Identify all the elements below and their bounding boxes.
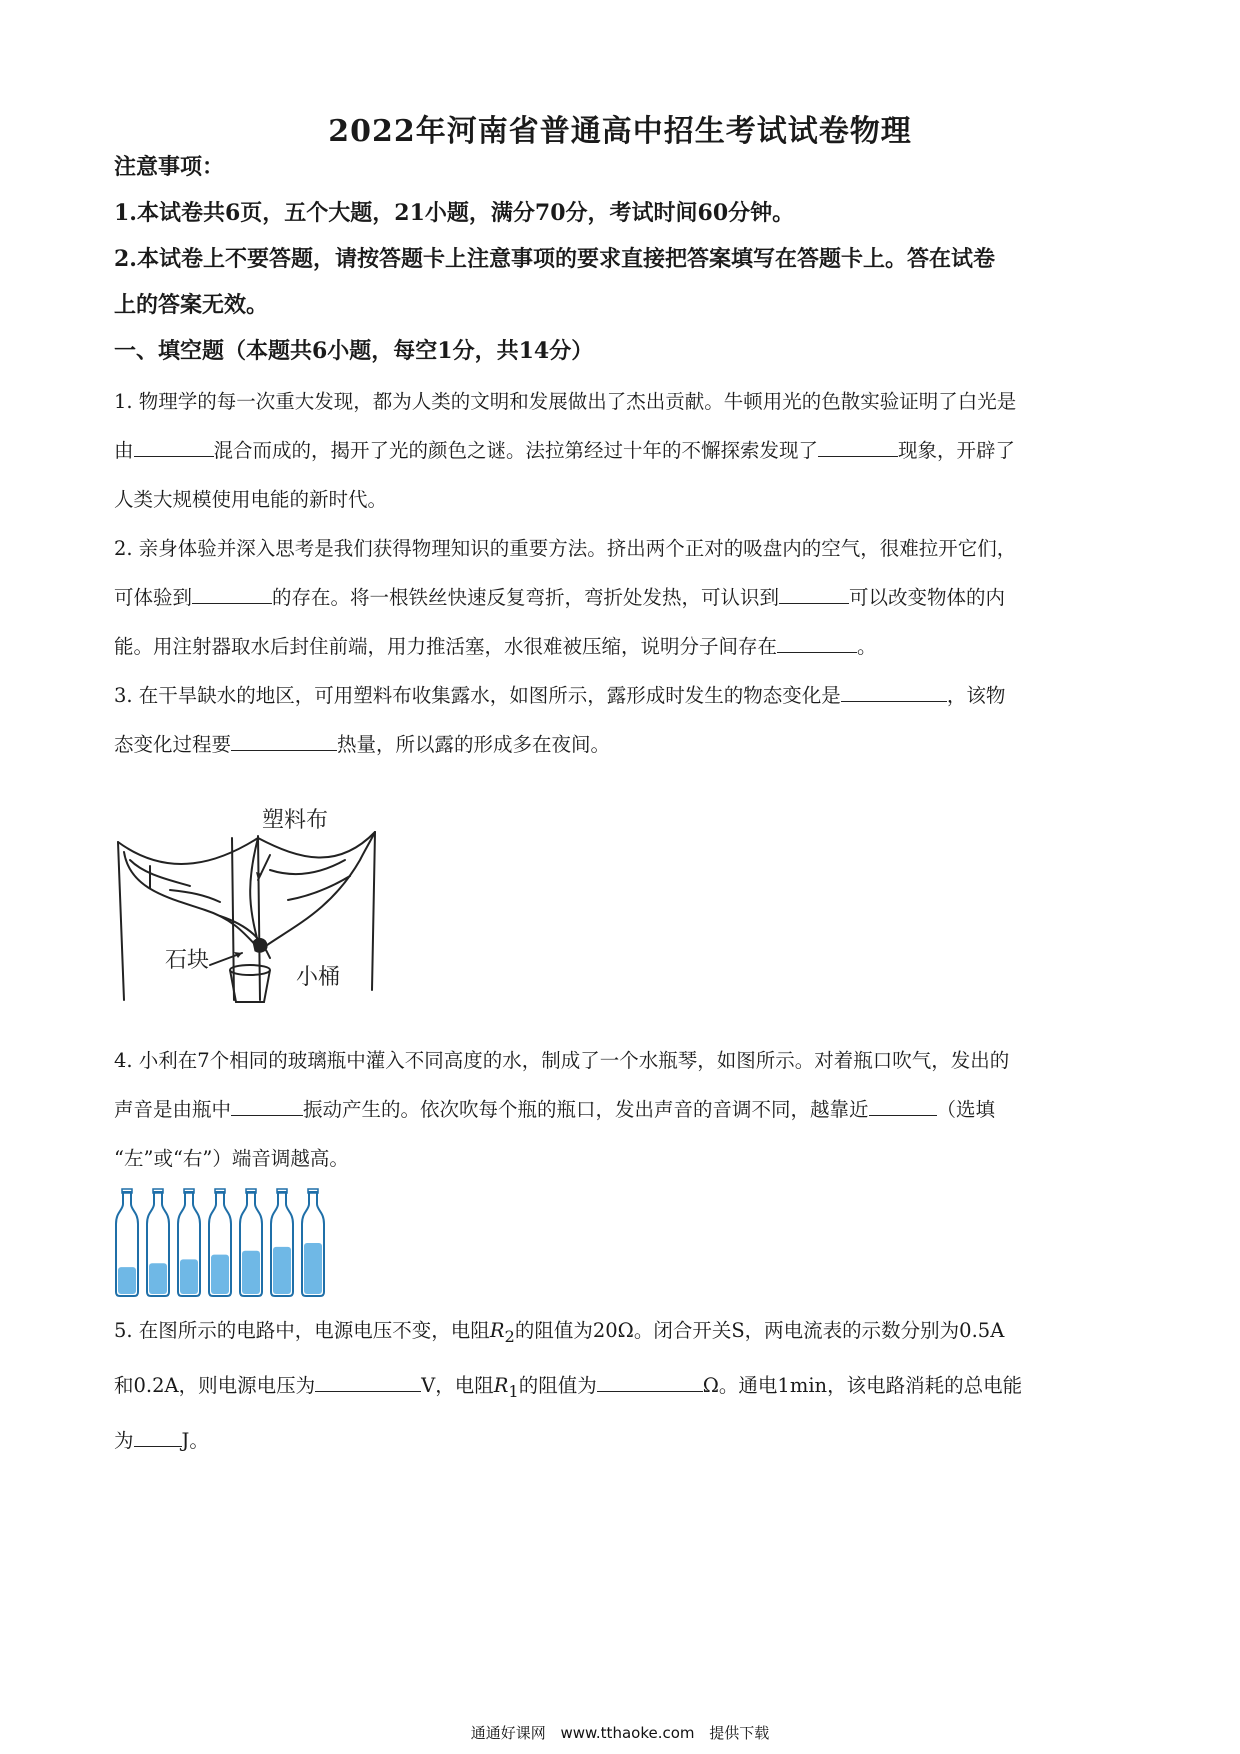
question-2-line-1: 2. 亲身体验并深入思考是我们获得物理知识的重要方法。挤出两个正对的吸盘内的空气，很难拉开它们，	[114, 537, 1017, 560]
question-5	[114, 1306, 1129, 1465]
question-5-line-1: 5. 在图所示的电路中，电源电压不变，电阻$R_2$的阻值为20Ω。闭合开关S，两电流表的示数分别为0.5A	[114, 1319, 1005, 1346]
notice-item-2-line-2: 上的答案无效。	[114, 292, 269, 318]
answer-blank	[231, 730, 337, 751]
question-3	[114, 671, 1129, 769]
notice-item-2-line-1: 2.本试卷上不要答题，请按答题卡上注意事项的要求直接把答案填写在答题卡上。答在试卷	[114, 246, 995, 272]
water-bottle	[116, 1189, 138, 1296]
question-4-line-1: 4. 小利在7个相同的玻璃瓶中灌入不同高度的水，制成了一个水瓶琴，如图所示。对着瓶口吹气，发出的	[114, 1049, 1010, 1072]
figure-label-plastic-cloth: 塑料布	[262, 808, 329, 833]
water-bottle-figure	[112, 1188, 352, 1300]
question-2	[114, 524, 1129, 671]
answer-blank	[869, 1095, 937, 1116]
answer-blank	[777, 632, 857, 653]
answer-blank	[597, 1371, 703, 1392]
water-bottle	[240, 1189, 262, 1296]
question-2-line-2: 可体验到 的存在。将一根铁丝快速反复弯折，弯折处发热，可认识到 可以改变物体的内	[114, 573, 1129, 622]
notice-heading: 注意事项：	[114, 154, 225, 180]
footer-suffix: 提供下载	[709, 1724, 770, 1742]
water-bottle	[147, 1189, 169, 1296]
answer-blank	[134, 436, 214, 457]
question-4-line-2: 声音是由瓶中 振动产生的。依次吹每个瓶的瓶口，发出声音的音调不同，越靠近 （选填	[114, 1085, 1129, 1134]
question-5-line-2: 和0.2A，则电源电压为 V，电阻$R_1$的阻值为 Ω。通电1min，该电路消耗的总电能	[114, 1361, 1129, 1416]
water-bottle	[209, 1189, 231, 1296]
figure-label-stone: 石块	[165, 948, 210, 973]
answer-blank	[841, 681, 947, 702]
question-1-line-2: 由 混合而成的，揭开了光的颜色之谜。法拉第经过十年的不懈探索发现了 现象，开辟了	[114, 426, 1129, 475]
water-fill	[304, 1243, 322, 1294]
page-title: 2022年河南省普通高中招生考试试卷物理	[328, 114, 912, 149]
section-heading-fill-blank: 一、填空题（本题共6小题，每空1分，共14分）	[114, 338, 594, 364]
water-bottle	[271, 1189, 293, 1296]
figure-label-bucket: 小桶	[296, 965, 341, 990]
question-1	[114, 377, 1129, 524]
question-5-line-3: 为 J。	[114, 1416, 1129, 1465]
answer-blank	[134, 1426, 182, 1447]
answer-blank	[818, 436, 898, 457]
water-bottle	[178, 1189, 200, 1296]
notice-item-1: 1.本试卷共6页，五个大题，21小题，满分70分，考试时间60分钟。	[114, 200, 795, 226]
question-1-line-3: 人类大规模使用电能的新时代。	[114, 488, 388, 511]
water-fill	[242, 1251, 260, 1294]
question-1-line-1: 1. 物理学的每一次重大发现，都为人类的文明和发展做出了杰出贡献。牛顿用光的色散实验证明了白光是	[114, 390, 1017, 413]
footer-site-name: 通通好课网	[470, 1724, 546, 1742]
water-fill	[180, 1259, 198, 1294]
question-4-line-3: “左”或“右”）端音调越高。	[114, 1147, 349, 1170]
answer-blank	[192, 583, 272, 604]
answer-blank	[779, 583, 849, 604]
water-fill	[118, 1267, 136, 1294]
question-3-line-2: 态变化过程要 热量，所以露的形成多在夜间。	[114, 720, 1129, 769]
page-footer	[0, 1722, 1240, 1743]
answer-blank	[315, 1371, 421, 1392]
water-fill	[211, 1255, 229, 1294]
footer-url[interactable]: www.tthaoke.com	[560, 1724, 695, 1742]
question-2-line-3: 能。用注射器取水后封住前端，用力推活塞，水很难被压缩，说明分子间存在 。	[114, 622, 1129, 671]
dew-collection-figure	[110, 800, 390, 1010]
water-fill	[273, 1247, 291, 1294]
question-4	[114, 1036, 1129, 1183]
water-bottle	[302, 1189, 324, 1296]
answer-blank	[231, 1095, 303, 1116]
water-fill	[149, 1263, 167, 1294]
question-3-line-1: 3. 在干旱缺水的地区，可用塑料布收集露水，如图所示，露形成时发生的物态变化是 ，该物	[114, 671, 1129, 720]
